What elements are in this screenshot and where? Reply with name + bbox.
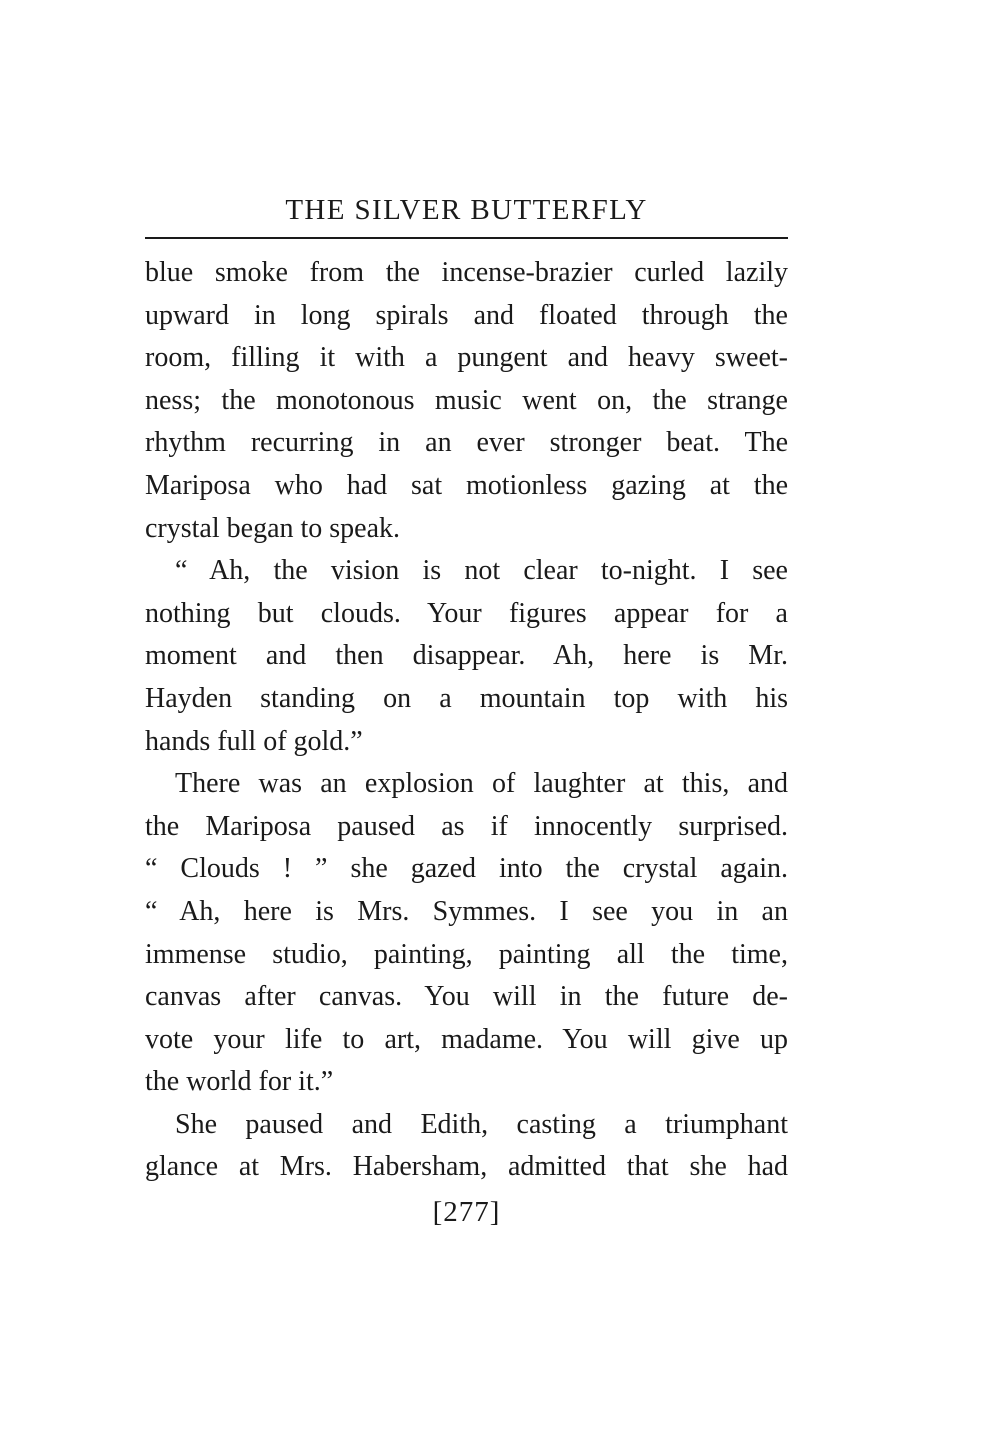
text-line: canvas after canvas. You will in the future de-: [145, 981, 788, 1013]
page-number: [277]: [432, 1196, 501, 1228]
header-rule: [145, 237, 788, 239]
text-line: She paused and Edith, casting a triumphant: [175, 1108, 788, 1140]
text-line: upward in long spirals and floated through the: [145, 299, 788, 331]
text-line: Mariposa who had sat motionless gazing at the: [145, 469, 788, 501]
text-line: hands full of gold.”: [145, 725, 363, 757]
text-line: vote your life to art, madame. You will give up: [145, 1023, 788, 1055]
text-line: “ Ah, here is Mrs. Symmes. I see you in an: [145, 895, 788, 927]
running-head: THE SILVER BUTTERFLY: [285, 194, 648, 226]
text-line: glance at Mrs. Habersham, admitted that she had: [145, 1151, 788, 1183]
text-line: ness; the monotonous music went on, the strange: [145, 384, 788, 416]
text-line: room, filling it with a pungent and heavy sweet-: [145, 342, 788, 374]
text-line: the Mariposa paused as if innocently surprised.: [145, 810, 788, 842]
text-line: “ Ah, the vision is not clear to-night. I see: [175, 555, 788, 587]
text-line: immense studio, painting, painting all the time,: [145, 938, 788, 970]
text-line: nothing but clouds. Your figures appear for a: [145, 597, 788, 629]
text-line: blue smoke from the incense-brazier curled lazily: [145, 257, 788, 288]
text-line: the world for it.”: [145, 1066, 334, 1098]
text-line: Hayden standing on a mountain top with his: [145, 682, 788, 714]
body-text: [145, 252, 788, 1189]
text-line: moment and then disappear. Ah, here is Mr.: [145, 640, 788, 672]
text-line: crystal began to speak.: [145, 512, 401, 544]
text-line: rhythm recurring in an ever stronger beat. The: [145, 427, 788, 459]
text-line: “ Clouds ! ” she gazed into the crystal again.: [145, 853, 788, 885]
text-line: There was an explosion of laughter at this, and: [175, 768, 788, 800]
